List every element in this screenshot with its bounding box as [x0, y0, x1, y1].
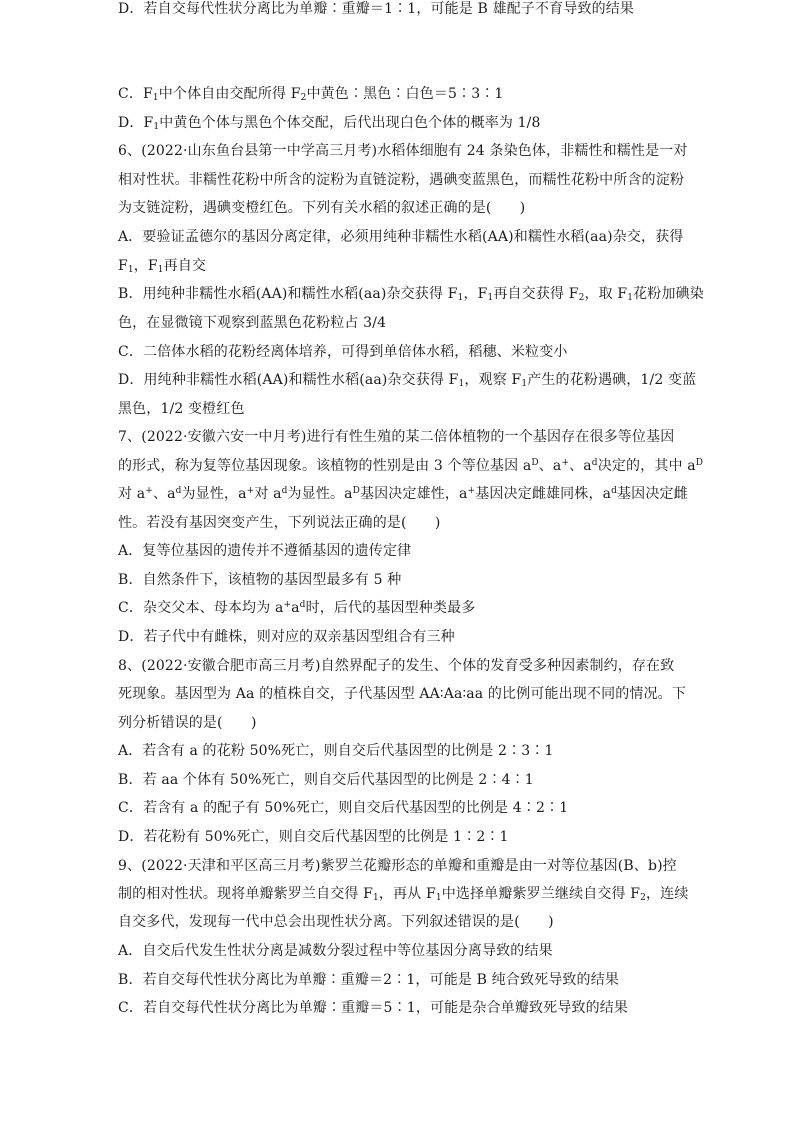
text-run: 再自交获得 F [493, 286, 579, 302]
text-run: 为显性。a [287, 486, 353, 502]
subscript: 1 [627, 293, 634, 303]
text-run: ，连续 [646, 886, 689, 902]
superscript: D [531, 458, 539, 468]
text-run: A．自交后代发生性状分离是减数分裂过程中等位基因分离导致的结果 [118, 943, 553, 959]
text-line-q9-stem-3 [118, 913, 554, 931]
subscript: 1 [487, 293, 494, 303]
text-line-q8-stem-2 [118, 685, 686, 703]
subscript: 1 [153, 122, 160, 132]
text-line-q9b [118, 971, 619, 989]
subscript: 1 [127, 265, 134, 275]
text-line-q7-stem-4 [118, 514, 441, 532]
text-run: 中黄色个体与黑色个体交配，后代出现白色个体的概率为 1/8 [159, 115, 541, 131]
text-run: 死现象。基因型为 Aa 的植株自交，子代基因型 AA∶Aa∶aa 的比例可能出现不同的情况。下 [118, 686, 686, 702]
subscript: 1 [521, 379, 528, 389]
subscript: 1 [157, 265, 164, 275]
subscript: 1 [435, 893, 442, 903]
text-line-q7-stem-2 [118, 457, 703, 475]
text-run: ，F [133, 258, 158, 274]
superscript: d [591, 458, 598, 468]
subscript: 1 [458, 379, 465, 389]
text-line-q6b-2 [118, 314, 386, 332]
subscript: 2 [300, 93, 307, 103]
text-run: a [291, 600, 300, 616]
text-run: 基因决定雌雄同株，a [475, 486, 612, 502]
text-run: D．若子代中有雌株，则对应的双亲基因型组合有三种 [118, 629, 455, 645]
text-run: 自交多代，发现每一代中总会出现性状分离。下列叙述错误的是( ) [118, 914, 554, 930]
subscript: 1 [373, 893, 379, 903]
text-line-q9a [118, 942, 553, 960]
superscript: d [299, 600, 306, 610]
text-line-q8a [118, 742, 554, 760]
superscript: + [561, 458, 570, 468]
text-run: 9、(2022·天津和平区高三月考)紫罗兰花瓣形态的单瓣和重瓣是由一对等位基因(B、b)控 [118, 858, 677, 874]
superscript: + [246, 486, 255, 496]
text-run: 决定的，其中 a [597, 458, 696, 474]
superscript: d [281, 486, 288, 496]
text-line-q6-stem-2 [118, 171, 684, 189]
text-run: 花粉加碘染 [633, 286, 704, 302]
text-run: 相对性状。非糯性花粉中所含的淀粉为直链淀粉，遇碘变蓝黑色，而糯性花粉中所含的淀粉 [118, 172, 684, 188]
text-line-q7d [118, 628, 455, 646]
text-run: D．若花粉有 50%死亡，则自交后代基因型的比例是 1∶2∶1 [118, 829, 509, 845]
text-line-q9d [118, 0, 634, 18]
subscript: 1 [152, 93, 159, 103]
text-run: 产生的花粉遇碘，1/2 变蓝 [527, 372, 697, 388]
text-run: 色，在显微镜下观察到蓝黑色花粉粒占 3/4 [118, 315, 387, 331]
text-line-q6d-2 [118, 400, 245, 418]
text-run: C．杂交父本、母本均为 a [118, 600, 284, 616]
subscript: 1 [457, 293, 464, 303]
text-run: A．要验证孟德尔的基因分离定律，必须用纯种非糯性水稻(AA)和糯性水稻(aa)杂交，获得 [118, 229, 684, 245]
text-run: 的形式，称为复等位基因现象。该植物的性别是由 3 个等位基因 a [118, 458, 532, 474]
text-run: 中黄色∶黑色∶白色＝5∶3∶1 [306, 86, 504, 102]
text-run: 对 a [254, 486, 282, 502]
superscript: D [352, 486, 360, 496]
text-line-q8d [118, 828, 509, 846]
text-run: 、a [569, 458, 592, 474]
text-line-q6-stem-3 [118, 199, 525, 217]
text-run: 再自交 [163, 258, 207, 274]
text-line-q8b [118, 771, 534, 789]
text-run: C．若自交每代性状分离比为单瓣∶重瓣＝5∶1，可能是杂合单瓣致死导致的结果 [118, 1000, 629, 1016]
text-run: 列分析错误的是( ) [118, 715, 257, 731]
text-line-q6b-1 [118, 285, 704, 303]
text-run: 性。若没有基因突变产生，下列说法正确的是( ) [118, 515, 441, 531]
text-run: 黑色，1/2 变橙红色 [118, 401, 245, 417]
superscript: + [467, 486, 476, 496]
text-run: ，取 F [584, 286, 628, 302]
text-run: B．用纯种非糯性水稻(AA)和糯性水稻(aa)杂交获得 F [118, 286, 458, 302]
text-line-q7c [118, 599, 475, 617]
text-line-q6a-2 [118, 257, 206, 275]
text-run: ，F [463, 286, 488, 302]
superscript: D [695, 458, 704, 468]
text-run: D．F [118, 115, 154, 131]
text-run: 、a [538, 458, 562, 474]
text-run: 为支链淀粉，遇碘变橙红色。下列有关水稻的叙述正确的是( ) [118, 200, 526, 216]
text-line-q8c [118, 799, 568, 817]
text-line-q8-stem-1 [118, 657, 674, 675]
text-line-q9-stem-2 [118, 885, 688, 903]
text-run: ，再从 F [378, 886, 436, 902]
text-line-q7-stem-3 [118, 485, 688, 503]
superscript: d [175, 486, 182, 496]
text-run: F [118, 258, 128, 274]
text-line-q7-stem-1 [118, 428, 674, 446]
text-line-q7a [118, 542, 411, 560]
text-run: 8、(2022·安徽合肥市高三月考)自然界配子的发生、个体的发育受多种因素制约，存在致 [118, 658, 675, 674]
text-run: 7、(2022·安徽六安一中月考)进行有性生殖的某二倍体植物的一个基因存在很多等位基因 [118, 429, 675, 445]
text-run: A．若含有 a 的花粉 50%死亡，则自交后代基因型的比例是 2∶3∶1 [118, 743, 554, 759]
subscript: 2 [640, 893, 647, 903]
text-run: 制的相对性状。现将单瓣紫罗兰自交得 F [118, 886, 374, 902]
text-line-q8-stem-3 [118, 714, 257, 732]
text-run: A．复等位基因的遗传并不遵循基因的遗传定律 [118, 543, 412, 559]
text-run: 基因决定雌 [617, 486, 688, 502]
text-run: 时，后代的基因型种类最多 [305, 600, 476, 616]
superscript: d [611, 486, 618, 496]
text-line-q7b [118, 571, 401, 589]
text-run: ，观察 F [464, 372, 522, 388]
text-run: 6、(2022·山东鱼台县第一中学高三月考)水稻体细胞有 24 条染色体，非糯性和糯性是一对 [118, 143, 688, 159]
text-run: 、a [152, 486, 176, 502]
text-run: B．自然条件下，该植物的基因型最多有 5 种 [118, 572, 402, 588]
superscript: + [283, 600, 292, 610]
text-run: B．若 aa 个体有 50%死亡，则自交后代基因型的比例是 2∶4∶1 [118, 772, 534, 788]
superscript: + [145, 486, 153, 496]
text-run: 基因决定雄性，a [360, 486, 468, 502]
text-line-q5d [118, 114, 541, 132]
subscript: 2 [578, 293, 585, 303]
text-run: C．若含有 a 的配子有 50%死亡，则自交后代基因型的比例是 4∶2∶1 [118, 800, 569, 816]
text-line-q6-stem-1 [118, 142, 688, 160]
text-run: D．用纯种非糯性水稻(AA)和糯性水稻(aa)杂交获得 F [118, 372, 459, 388]
text-line-q5c [118, 85, 503, 103]
text-run: 中选择单瓣紫罗兰继续自交得 F [441, 886, 641, 902]
text-run: C．F [118, 86, 153, 102]
text-run: 为显性，a [181, 486, 247, 502]
text-run: 中个体自由交配所得 F [158, 86, 301, 102]
text-run: 对 a [118, 486, 146, 502]
text-line-q9-stem-1 [118, 857, 677, 875]
text-run: C．二倍体水稻的花粉经离体培养，可得到单倍体水稻，稻穗、米粒变小 [118, 344, 568, 360]
text-line-q6d-1 [118, 371, 696, 389]
text-line-q9c [118, 999, 628, 1017]
text-run: B．若自交每代性状分离比为单瓣∶重瓣＝2∶1，可能是 B 纯合致死导致的结果 [118, 972, 619, 988]
text-line-q6c [118, 343, 568, 361]
text-line-q6a-1 [118, 228, 683, 246]
text-run: D．若自交每代性状分离比为单瓣∶重瓣＝1∶1，可能是 B 雄配子不育导致的结果 [118, 1, 635, 17]
